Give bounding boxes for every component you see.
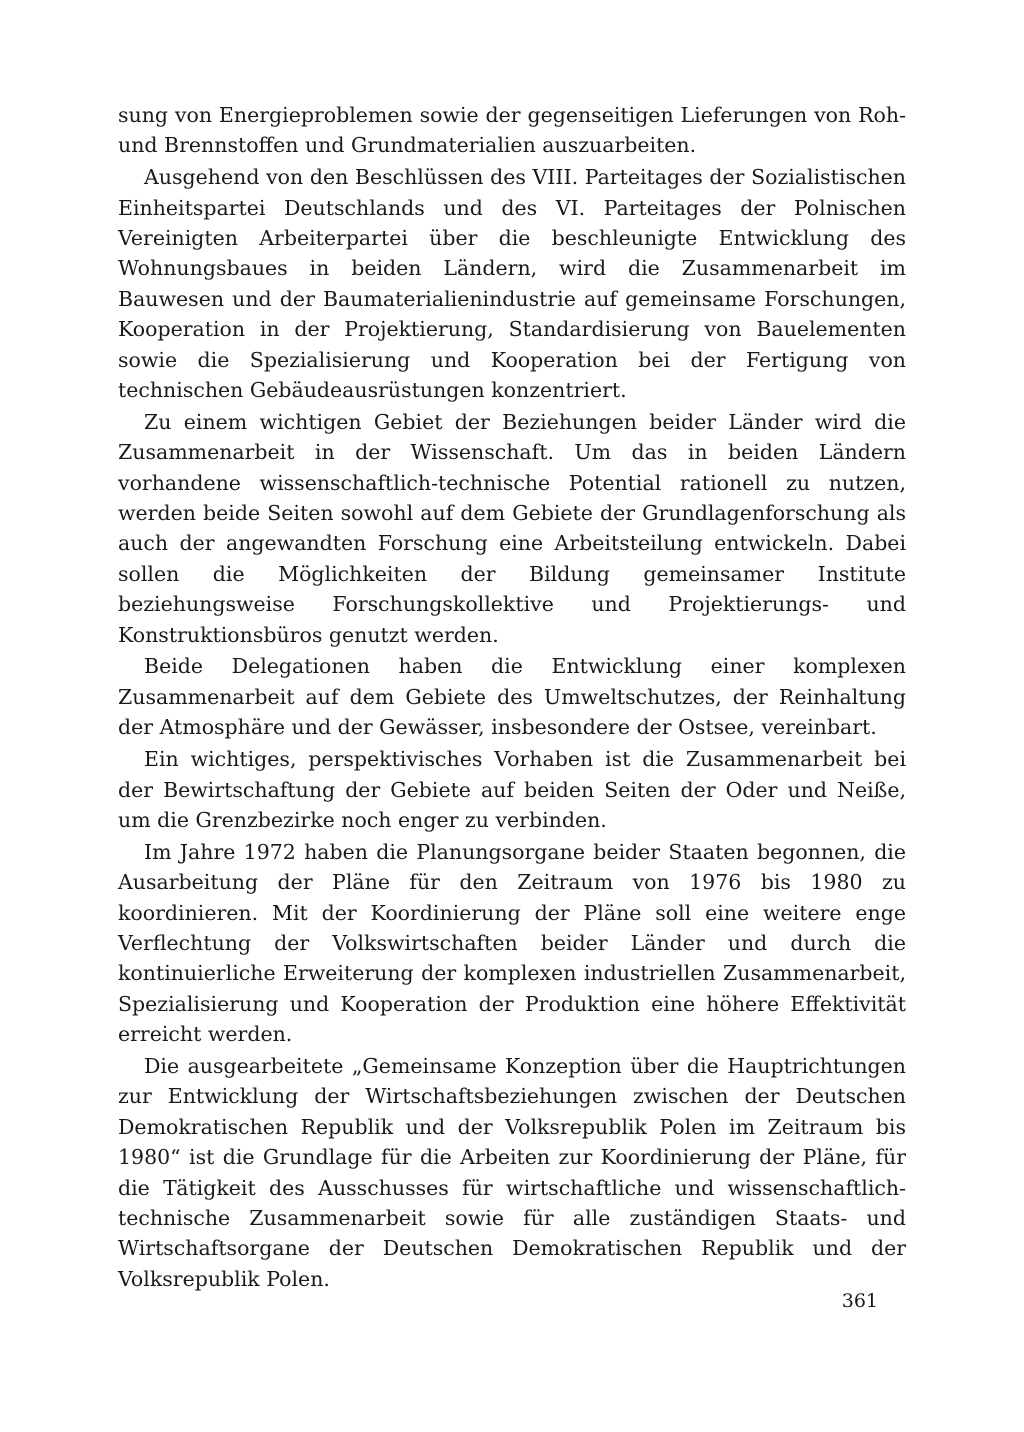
paragraph-housing-construction: Ausgehend von den Beschlüssen des VIII. Parteitages der Sozialistischen Einheitspartei Deutschlands und des VI. Parteitages der Polnischen Vereinigten Arbeiterpartei über die beschleunigte Entwicklung des Wohnungsbaues in beiden Ländern, wird die Zusammenarbeit im Bauwesen und der Baumaterialienindustrie auf gemeinsame Forschungen, Kooperation in der Projektierung, Standardisierung von Bauelementen sowie die Spezialisierung und Kooperation bei der Fertigung von technischen Gebäudeausrüstungen konzentriert. bbox=[118, 165, 906, 403]
paragraph-plan-coordination: Im Jahre 1972 haben die Planungsorgane beider Staaten begonnen, die Ausarbeitung der Pläne für den Zeitraum von 1976 bis 1980 zu koordinieren. Mit der Koordinierung der Pläne soll eine weitere enge Verflechtung der Volkswirtschaften beider Länder und durch die kontinuierliche Erweiterung der komplexen industriellen Zusammenarbeit, Spezialisierung und Kooperation der Produktion eine höhere Effektivität erreicht werden. bbox=[118, 839, 906, 1047]
paragraph-environment: Beide Delegationen haben die Entwicklung einer komplexen Zusammenarbeit auf dem Gebiete des Umweltschutzes, der Reinhaltung der Atmosphäre und der Gewässer, insbesondere der Ostsee, vereinbart. bbox=[118, 654, 906, 740]
paragraph-science-cooperation: Zu einem wichtigen Gebiet der Beziehungen beider Länder wird die Zusammenarbeit in der Wissenschaft. Um das in beiden Ländern vorhandene wissenschaftlich-technische Potential rationell zu nutzen, werden beide Seiten sowohl auf dem Gebiete der Grundlagenforschung als auch der angewandten Forschung eine Arbeitsteilung entwickeln. Dabei sollen die Möglichkeiten der Bildung gemeinsamer Institute beziehungsweise Forschungskollektive und Projektierungs- und Konstruktionsbüros genutzt werden. bbox=[118, 409, 906, 647]
paragraph-joint-conception: Die ausgearbeitete „Gemeinsame Konzeption über die Hauptrichtungen zur Entwicklung der Wirtschaftsbeziehungen zwischen der Deutschen Demokratischen Republik und der Volksrepublik Polen im Zeitraum bis 1980“ ist die Grundlage für die Arbeiten zur Koordinierung der Pläne, für die Tätigkeit des Ausschusses für wirtschaftliche und wissenschaftlich-technische Zusammenarbeit sowie für alle zuständigen Staats- und Wirtschaftsorgane der Deutschen Demokratischen Republik und der Volksrepublik Polen. bbox=[118, 1053, 906, 1291]
paragraph-border-regions: Ein wichtiges, perspektivisches Vorhaben ist die Zusammenarbeit bei der Bewirtschaftung der Gebiete auf beiden Seiten der Oder und Neiße, um die Grenzbezirke noch enger zu verbinden. bbox=[118, 747, 906, 832]
page-number: 361 bbox=[841, 1290, 878, 1312]
paragraph-continuation: sung von Energieproblemen sowie der gegenseitigen Lieferungen von Roh- und Brennstoffen und Grundmaterialien auszuarbeiten. bbox=[118, 103, 906, 158]
page-body bbox=[118, 100, 906, 1296]
